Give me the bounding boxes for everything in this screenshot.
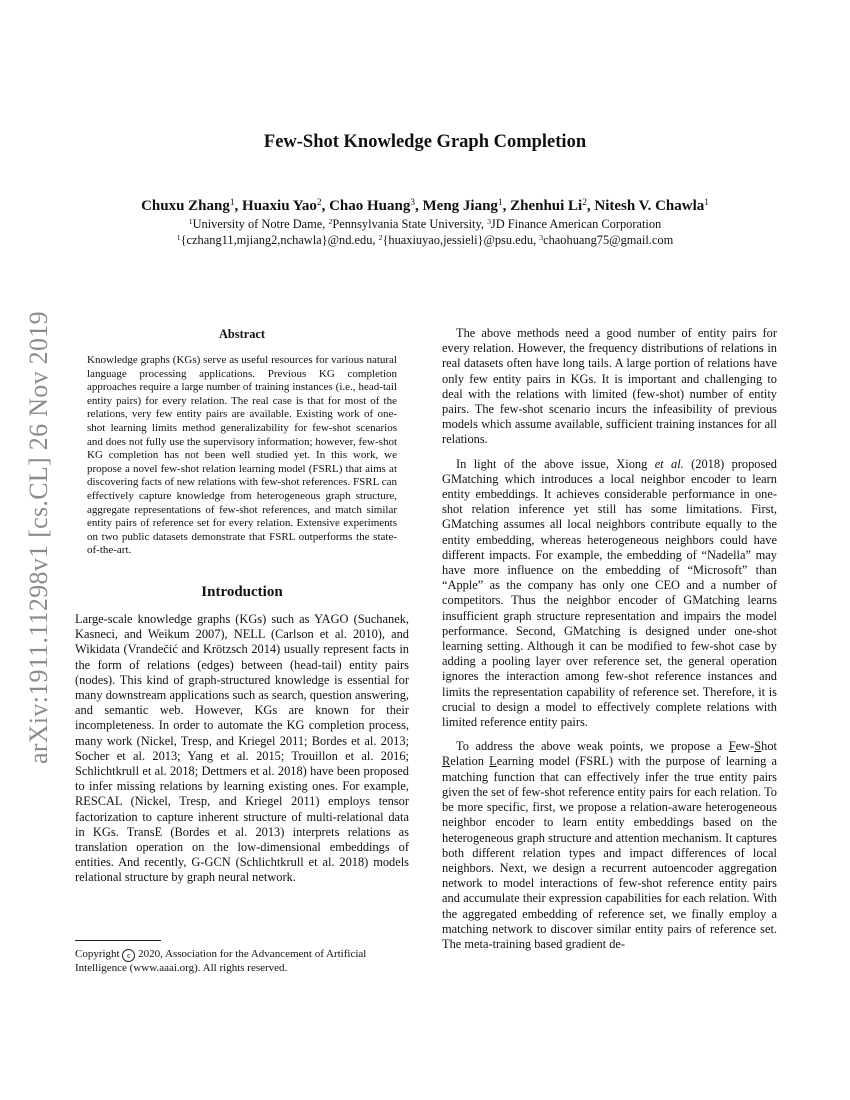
author: Meng Jiang$^1$, [422,197,511,214]
arxiv-identifier: arXiv:1911.11298v1 [cs.CL] 26 Nov 2019 [24,311,53,764]
author-emails [0,233,850,248]
footnote-divider [75,940,161,941]
right-column [442,326,777,961]
body-paragraph: To address the above weak points, we propose a Few-Shot Relation Learning model (FSRL) with the purpose of learning a matching function that can effectively infer the true entity pairs given the set of few-shot reference entity pairs for each relation. To be more specific, first, we propose a relation-aware heterogeneous neighbor encoder to learn entity embeddings based on the heterogeneous graph structure and attention mechanism. It captures both different relation types and impact differences of local neighbors. Next, we design a recurrent autoencoder aggregation network to model interactions of few-shot reference entity pairs and accumulate their expression capabilities for each relation. With the aggregated embedding of reference set, we finally employ a matching network to discover similar entity pairs of reference set. The meta-training based gradient de- [442,739,777,951]
copyright-icon: c [122,949,135,962]
author: Huaxiu Yao$^2$, [242,197,330,214]
left-column [75,322,409,886]
abstract-heading: Abstract [218,327,266,341]
citation-etal: et al. [654,456,684,471]
author: Chuxu Zhang$^1$, [141,197,243,214]
introduction-heading: Introduction [201,583,283,600]
body-paragraph: The above methods need a good number of entity pairs for every relation. However, the frequency distributions of relations in real datasets often have long tails. A large portion of relations have only few entity pairs in KGs. It is important and challenging to deal with the relations with limited (few-shot) number of entity pairs. The few-shot scenario incurs the infeasibility of previous models which assume available, sufficient training instances for all relations. [442,326,777,447]
body-paragraph: In light of the above issue, Xiong et al. (2018) proposed GMatching which introduces a local neighbor encoder to learn entity embeddings. It achieves considerable performance in one-shot relation inference yet still has some limitations. First, GMatching assumes all local neighbors contribute equally to the entity embedding, whereas heterogeneous neighbors could have different impacts. For example, the embedding of “Nadella” may have more influence on the embedding of “Microsoft” than “Apple” as the company has only one CEO and a number of competitors. Thus the neighbor encoder of GMatching learns insufficient graph structure representation and impairs the model performance. Second, GMatching is designed under one-shot learning setting. Although it can be modified to few-shot case by adding a pooling layer over reference set, the general operation ignores the interaction among few-shot reference instances and limits the representation capability of reference set. Therefore, it is crucial to design a model to effectively complete relations with limited reference entity pairs. [442,456,778,730]
author: Nitesh V. Chawla$^1$ [594,197,709,214]
affiliations [0,217,850,232]
author: Zhenhui Li$^2$, [510,197,595,214]
introduction-paragraph: Large-scale knowledge graphs (KGs) such as YAGO (Suchanek, Kasneci, and Weikum 2007), NELL (Carlson et al. 2010), and Wikidata (Vrandečić and Krötzsch 2014) usually represent facts in the form of relations (edges) between (head-tail) entity pairs (nodes). This kind of graph-structured knowledge is essential for many downstream applications such as search, question answering, and semantic web. However, KGs are known for their incompleteness. In order to automate the KG completion process, many work (Nickel, Tresp, and Kriegel 2011; Bordes et al. 2013; Socher et al. 2013; Yang et al. 2015; Trouillon et al. 2016; Schlichtkrull et al. 2018; Dettmers et al. 2018) have been proposed to infer missing relations by learning existing ones. For example, RESCAL (Nickel, Tresp, and Kriegel 2011) employs tensor factorization to capture inherent structure of multi-relational data in KGs. TransE (Bordes et al. 2013) interprets relations as translation operation on the low-dimensional embeddings of entities. And recently, G-GCN (Schlichtkrull et al. 2018) models relational structure by graph neural network. [75,611,409,885]
abstract-body: Knowledge graphs (KGs) serve as useful resources for various natural language processing applications. Previous KG completion approaches require a large number of training instances (i.e., head-tail entity pairs) for every relation. The real case is that for most of the relations, very few entity pairs are available. Existing work of one-shot learning limits method generalizability for few-shot scenarios and does not fully use the supervisory information; however, few-shot KG completion has not been well studied yet. In this work, we propose a novel few-shot relation learning model (FSRL) that aims at discovering facts of new relations with few-shot references. FSRL can effectively capture knowledge from heterogeneous graph structure, aggregate representations of few-shot references, and match similar entity pairs of reference set for every relation. Extensive experiments on two public datasets demonstrate that FSRL outperforms the state-of-the-art. [87,354,397,557]
affiliation: $^3$JD Finance American Corporation [487,216,662,231]
email-group: $^2${huaxiuyao,jessieli}@psu.edu, [378,232,540,247]
affiliation: $^2$Pennsylvania State University, [328,216,488,231]
email-group: $^1${czhang11,mjiang2,nchawla}@nd.edu, [176,232,379,247]
paper-title: Few-Shot Knowledge Graph Completion [263,132,587,152]
affiliation: $^1$University of Notre Dame, [188,216,329,231]
model-name: Few-Shot Relation Learning [442,739,777,769]
copyright-footnote: Copyright c 2020, Association for the Advancement of Artificial Intelligence (www.aaai.org). All rights reserved. [75,948,367,974]
author-list [0,198,850,215]
email-group: $^3$chaohuang75@gmail.com [539,232,674,247]
author: Chao Huang$^3$, [329,197,423,214]
